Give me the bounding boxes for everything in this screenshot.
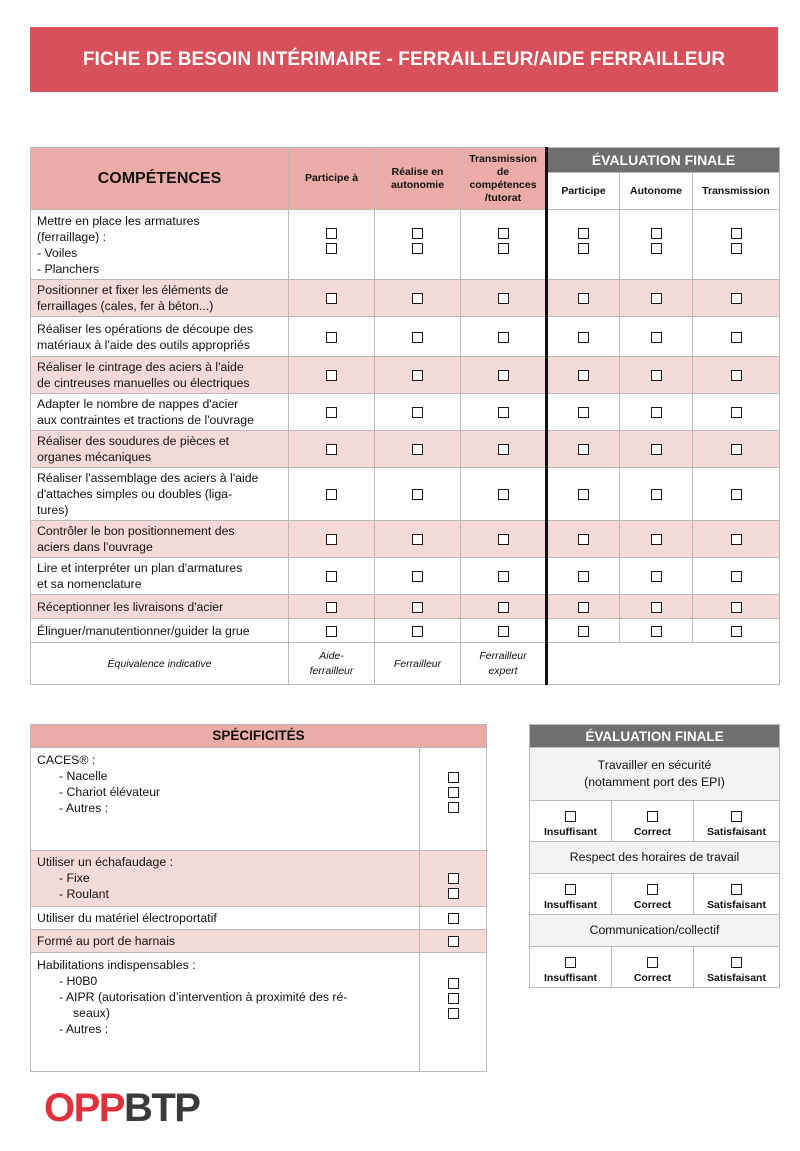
evaluation-criterion-label: Respect des horaires de travail (569, 850, 740, 864)
checkbox[interactable] (326, 332, 337, 343)
evaluation-levels-row (530, 947, 780, 988)
evaluation-level-cell (530, 947, 612, 988)
checkbox[interactable] (651, 228, 662, 239)
checkbox[interactable] (651, 602, 662, 613)
competence-row (31, 280, 780, 317)
checkbox-echafaudage-roulant[interactable] (448, 888, 459, 899)
checkbox[interactable] (498, 534, 509, 545)
checkbox-hab-autres[interactable] (448, 1008, 459, 1019)
checkbox[interactable] (578, 243, 589, 254)
competence-label (31, 210, 289, 280)
evaluation-criterion-row (530, 842, 780, 874)
equivalence-expert: Ferrailleur expert (461, 643, 547, 685)
checkbox[interactable] (651, 293, 662, 304)
checkbox[interactable] (578, 293, 589, 304)
checkbox-level[interactable] (731, 884, 742, 895)
checkbox[interactable] (498, 243, 509, 254)
competences-table (30, 147, 780, 685)
col-participe: Participe à (289, 148, 375, 210)
checkbox[interactable] (498, 407, 509, 418)
competence-label-line: aux contraintes et tractions de l'ouvrage (37, 413, 254, 427)
checkbox[interactable] (412, 293, 423, 304)
checkbox[interactable] (651, 534, 662, 545)
echafaudage-item-fixe: - Fixe (59, 871, 90, 885)
level-label: Satisfaisant (707, 825, 766, 838)
evaluation-level-cell (694, 801, 780, 842)
equivalence-empty (547, 643, 780, 685)
hab-item-aipr: - AIPR (autorisation d’intervention à proximité des ré- (59, 990, 348, 1004)
harnais-label: Formé au port de harnais (31, 930, 420, 953)
checkbox-caces-autres[interactable] (448, 802, 459, 813)
checkbox-level[interactable] (647, 811, 658, 822)
evaluation-header: ÉVALUATION FINALE (530, 725, 780, 748)
checkbox[interactable] (731, 571, 742, 582)
evaluation-criterion-row (530, 748, 780, 801)
competence-label-line: et sa nomenclature (37, 577, 142, 591)
competence-label-line: aciers dans l'ouvrage (37, 540, 153, 554)
competence-label (31, 357, 289, 394)
page-title: FICHE DE BESOIN INTÉRIMAIRE - FERRAILLEUR/AIDE FERRAILLEUR (30, 27, 778, 92)
competence-row (31, 431, 780, 468)
final-col-autonome: Autonome (620, 173, 693, 210)
caces-cell (31, 748, 420, 851)
col-transmission: Transmission de compétences /tutorat (461, 148, 547, 210)
checkbox[interactable] (731, 228, 742, 239)
checkbox[interactable] (412, 534, 423, 545)
checkbox[interactable] (412, 243, 423, 254)
checkbox[interactable] (651, 626, 662, 637)
checkbox[interactable] (412, 626, 423, 637)
competence-row (31, 357, 780, 394)
checkbox[interactable] (498, 228, 509, 239)
competence-label (31, 431, 289, 468)
checkbox[interactable] (326, 626, 337, 637)
equivalence-ferrailleur: Ferrailleur (375, 643, 461, 685)
checkbox-level[interactable] (731, 811, 742, 822)
caces-title: CACES® : (37, 753, 96, 767)
checkbox[interactable] (326, 407, 337, 418)
checkbox-hab-h0b0[interactable] (448, 978, 459, 989)
checkbox-level[interactable] (647, 884, 658, 895)
checkbox[interactable] (578, 370, 589, 381)
checkbox[interactable] (578, 407, 589, 418)
checkbox[interactable] (578, 626, 589, 637)
checkbox[interactable] (326, 602, 337, 613)
competence-label-line: - Voiles (37, 245, 78, 260)
checkbox-caces-nacelle[interactable] (448, 772, 459, 783)
checkbox-level[interactable] (565, 957, 576, 968)
checkbox[interactable] (498, 602, 509, 613)
level-label: Correct (633, 825, 672, 838)
electroportatif-label: Utiliser du matériel électroportatif (31, 907, 420, 930)
checkbox[interactable] (651, 332, 662, 343)
competence-label-line: Adapter le nombre de nappes d'acier (37, 397, 239, 411)
competence-row (31, 317, 780, 357)
checkbox-level[interactable] (647, 957, 658, 968)
competence-label-line: Mettre en place les armatures (37, 213, 200, 228)
evaluation-level-cell (694, 947, 780, 988)
competence-label-line: ferraillages (cales, fer à béton...) (37, 299, 214, 313)
specificites-header: SPÉCIFICITÉS (31, 725, 487, 748)
competence-label (31, 317, 289, 357)
checkbox[interactable] (651, 571, 662, 582)
competence-label (31, 521, 289, 558)
hab-item-autres: - Autres : (59, 1022, 109, 1036)
checkbox[interactable] (651, 444, 662, 455)
evaluation-level-cell (612, 947, 694, 988)
competence-label (31, 595, 289, 619)
checkbox[interactable] (731, 332, 742, 343)
competence-label-line: (ferraillage) : (37, 229, 107, 244)
checkbox[interactable] (651, 243, 662, 254)
echafaudage-title: Utiliser un échafaudage : (37, 855, 174, 869)
checkbox[interactable] (731, 444, 742, 455)
competence-row (31, 558, 780, 595)
checkbox[interactable] (498, 293, 509, 304)
checkbox[interactable] (498, 626, 509, 637)
checkbox[interactable] (326, 534, 337, 545)
checkbox[interactable] (498, 444, 509, 455)
evaluation-level-cell (612, 801, 694, 842)
checkbox[interactable] (412, 602, 423, 613)
habilitations-cell (31, 953, 420, 1072)
final-eval-header: ÉVALUATION FINALE (547, 148, 780, 173)
evaluation-levels-row (530, 874, 780, 915)
level-label: Insuffisant (543, 898, 598, 911)
level-label: Correct (633, 898, 672, 911)
checkbox[interactable] (326, 228, 337, 239)
evaluation-level-cell (694, 874, 780, 915)
evaluation-levels-row (530, 801, 780, 842)
checkbox[interactable] (412, 489, 423, 500)
evaluation-criterion-label: Travailler en sécurité (597, 758, 712, 772)
evaluation-level-cell (530, 874, 612, 915)
checkbox[interactable] (412, 332, 423, 343)
competence-label (31, 619, 289, 643)
level-label: Satisfaisant (707, 971, 766, 984)
checkbox[interactable] (578, 444, 589, 455)
checkbox[interactable] (412, 407, 423, 418)
habilitations-title: Habilitations indispensables : (37, 958, 196, 972)
equivalence-label: Équivalence indicative (31, 643, 289, 685)
competence-label (31, 394, 289, 431)
checkbox[interactable] (326, 370, 337, 381)
competence-row (31, 394, 780, 431)
oppbtp-logo: OPPBTP (44, 1086, 200, 1130)
checkbox[interactable] (326, 293, 337, 304)
echafaudage-item-roulant: - Roulant (59, 887, 109, 901)
competences-header: COMPÉTENCES (31, 148, 289, 210)
competence-label-line: Réceptionner les livraisons d'acier (37, 599, 224, 614)
checkbox[interactable] (326, 444, 337, 455)
equivalence-aide: Aide-ferrailleur (289, 643, 375, 685)
checkbox-level[interactable] (565, 884, 576, 895)
competence-row (31, 468, 780, 521)
checkbox[interactable] (498, 370, 509, 381)
checkbox-harnais[interactable] (448, 936, 459, 947)
checkbox[interactable] (326, 243, 337, 254)
competence-label-line: d'attaches simples ou doubles (liga- (37, 487, 233, 501)
checkbox[interactable] (731, 293, 742, 304)
checkbox[interactable] (412, 370, 423, 381)
caces-item-chariot: - Chariot élévateur (59, 785, 161, 799)
checkbox[interactable] (412, 571, 423, 582)
checkbox[interactable] (578, 602, 589, 613)
competence-label-line: Contrôler le bon positionnement des (37, 524, 235, 538)
evaluation-level-cell (530, 801, 612, 842)
hab-item-h0b0: - H0B0 (59, 974, 98, 988)
checkbox[interactable] (326, 571, 337, 582)
checkbox[interactable] (731, 534, 742, 545)
checkbox[interactable] (578, 228, 589, 239)
evaluation-criterion-row (530, 915, 780, 947)
checkbox-hab-aipr[interactable] (448, 993, 459, 1004)
hab-item-aipr-cont: seaux) (73, 1006, 110, 1020)
evaluation-table (529, 724, 780, 988)
evaluation-criterion-label: Communication/collectif (589, 923, 720, 937)
competence-label-line: Élinguer/manutentionner/guider la grue (37, 623, 250, 638)
echafaudage-cell (31, 851, 420, 907)
competence-label (31, 468, 289, 521)
checkbox[interactable] (578, 332, 589, 343)
checkbox[interactable] (326, 489, 337, 500)
checkbox[interactable] (731, 489, 742, 500)
checkbox[interactable] (498, 571, 509, 582)
caces-item-nacelle: - Nacelle (59, 769, 108, 783)
checkbox[interactable] (731, 626, 742, 637)
competence-row (31, 210, 780, 280)
level-label: Insuffisant (543, 971, 598, 984)
competence-label-line: Positionner et fixer les éléments de (37, 283, 229, 297)
level-label: Correct (633, 971, 672, 984)
checkbox[interactable] (412, 444, 423, 455)
checkbox[interactable] (578, 489, 589, 500)
competence-row (31, 595, 780, 619)
competence-label-line: Réaliser des soudures de pièces et (37, 434, 230, 448)
checkbox[interactable] (651, 370, 662, 381)
checkbox[interactable] (731, 370, 742, 381)
competence-label-line: Réaliser l'assemblage des aciers à l'aide (37, 471, 259, 485)
checkbox-caces-chariot[interactable] (448, 787, 459, 798)
evaluation-criterion-label: (notamment port des EPI) (584, 775, 725, 789)
checkbox[interactable] (651, 407, 662, 418)
final-col-participe: Participe (547, 173, 620, 210)
evaluation-criterion (530, 842, 780, 874)
checkbox[interactable] (498, 332, 509, 343)
checkbox[interactable] (412, 228, 423, 239)
competence-label-line: - Planchers (37, 261, 100, 276)
competence-label (31, 558, 289, 595)
evaluation-criterion (530, 748, 780, 801)
checkbox[interactable] (578, 571, 589, 582)
checkbox[interactable] (731, 602, 742, 613)
col-autonomie: Réalise en autonomie (375, 148, 461, 210)
checkbox-level[interactable] (731, 957, 742, 968)
competence-label-line: de cintreuses manuelles ou électriques (37, 376, 250, 390)
competence-label-line: Réaliser le cintrage des aciers à l'aide (37, 360, 244, 374)
competence-label-line: organes mécaniques (37, 450, 152, 464)
caces-item-autres: - Autres : (59, 801, 109, 815)
checkbox-level[interactable] (565, 811, 576, 822)
final-col-transmission: Transmission (693, 173, 780, 210)
evaluation-level-cell (612, 874, 694, 915)
competence-label (31, 280, 289, 317)
checkbox[interactable] (498, 489, 509, 500)
checkbox[interactable] (578, 534, 589, 545)
checkbox[interactable] (651, 489, 662, 500)
checkbox[interactable] (731, 407, 742, 418)
competence-row (31, 619, 780, 643)
checkbox[interactable] (731, 243, 742, 254)
evaluation-criterion (530, 915, 780, 947)
specificites-table (30, 724, 487, 1072)
checkbox-electroportatif[interactable] (448, 913, 459, 924)
level-label: Satisfaisant (707, 898, 766, 911)
competence-label-line: Lire et interpréter un plan d'armatures (37, 561, 243, 575)
competence-label-line: tures) (37, 503, 69, 517)
level-label: Insuffisant (543, 825, 598, 838)
competence-label-line: Réaliser les opérations de découpe des (37, 321, 254, 336)
checkbox-echafaudage-fixe[interactable] (448, 873, 459, 884)
competence-row (31, 521, 780, 558)
competence-label-line: matériaux à l'aide des outils appropriés (37, 337, 250, 352)
